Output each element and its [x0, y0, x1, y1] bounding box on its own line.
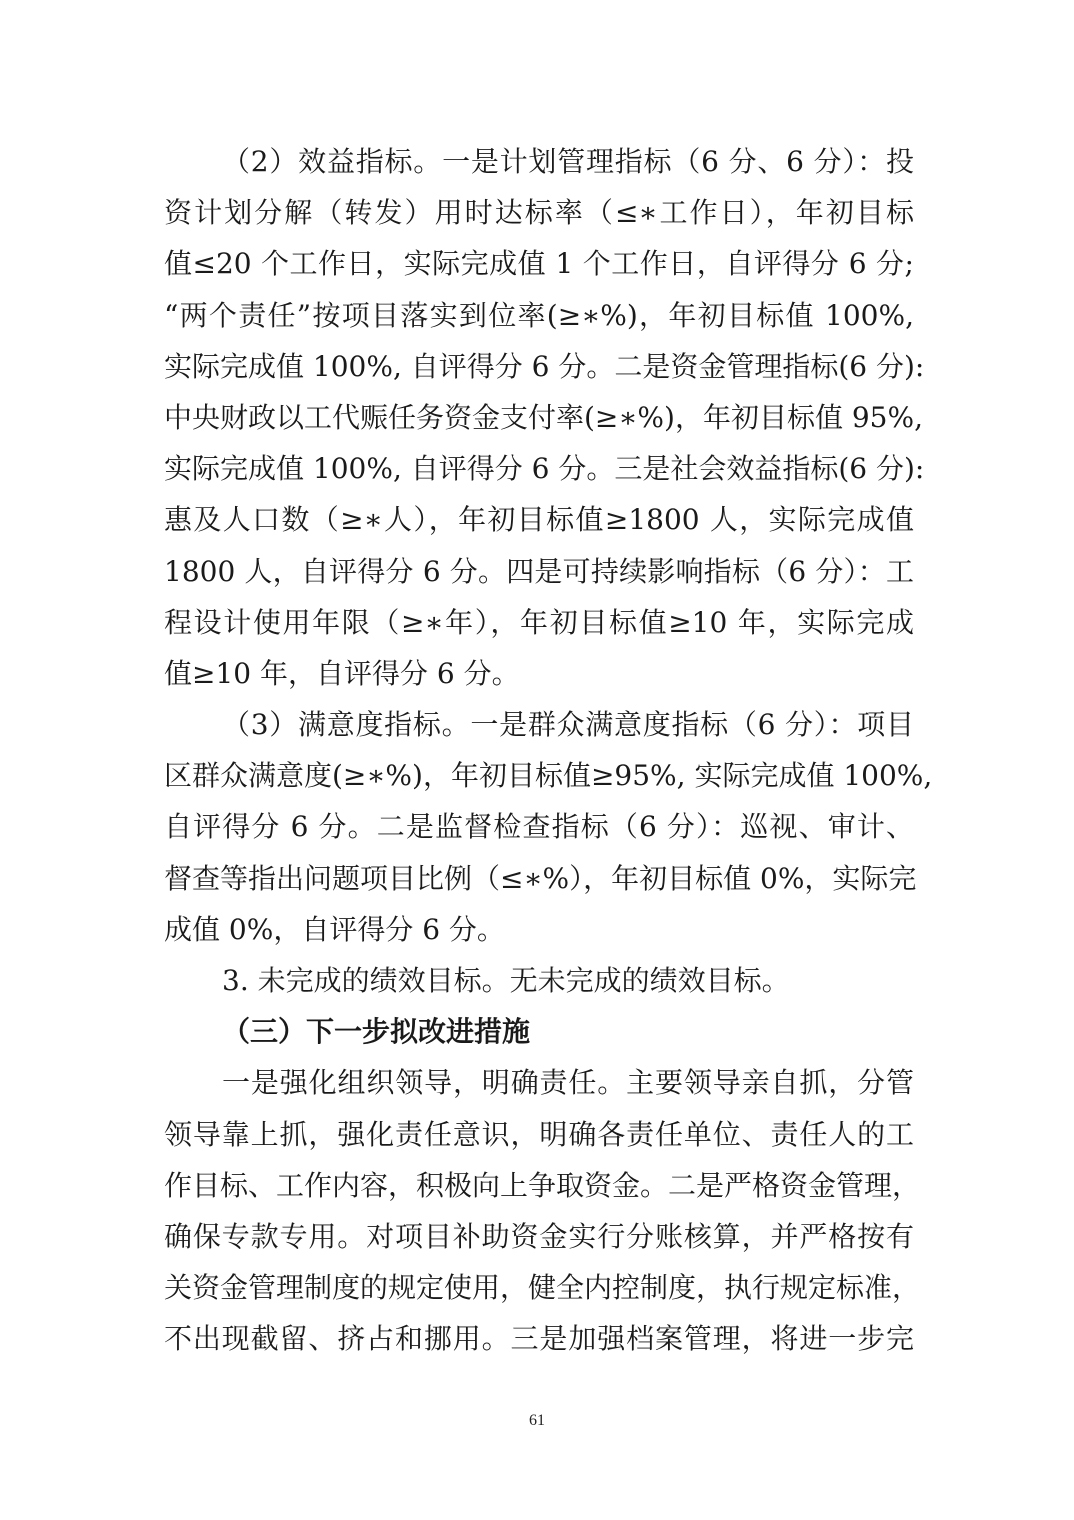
measures-line-5: 关资金管理制度的规定使用，健全内控制度，执行规定标准，	[164, 1271, 921, 1305]
efficiency-line-7: 实际完成值 100%, 自评得分 6 分。三是社会效益指标(6 分):	[164, 452, 925, 486]
measures-line-4: 确保专款专用。对项目补助资金实行分账核算，并严格按有	[164, 1219, 914, 1253]
efficiency-line-11: 值≥10 年，自评得分 6 分。	[164, 656, 520, 690]
efficiency-line-6: 中央财政以工代赈任务资金支付率(≥∗%)，年初目标值 95%,	[164, 400, 923, 434]
body-text	[164, 136, 933, 1365]
satisfaction-line-2: 区群众满意度(≥∗%)，年初目标值≥95%, 实际完成值 100%,	[164, 759, 933, 793]
measures-line-2: 领导靠上抓，强化责任意识，明确各责任单位、责任人的工	[164, 1117, 914, 1151]
page-number: 61	[529, 1412, 545, 1429]
measures-line-6: 不出现截留、挤占和挪用。三是加强档案管理，将进一步完	[164, 1322, 914, 1356]
efficiency-line-5: 实际完成值 100%, 自评得分 6 分。二是资金管理指标(6 分):	[164, 349, 925, 383]
measures-line-1: 一是强化组织领导，明确责任。主要领导亲自抓，分管	[222, 1066, 914, 1100]
satisfaction-line-1: （3）满意度指标。一是群众满意度指标（6 分）：项目	[222, 708, 914, 742]
efficiency-line-3: 值≤20 个工作日，实际完成值 1 个工作日，自评得分 6 分;	[164, 247, 914, 281]
satisfaction-line-3: 自评得分 6 分。二是监督检查指标（6 分）：巡视、审计、	[164, 810, 914, 844]
efficiency-line-9: 1800 人，自评得分 6 分。四是可持续影响指标（6 分）：工	[164, 554, 914, 588]
efficiency-line-8: 惠及人口数（≥∗人），年初目标值≥1800 人，实际完成值	[164, 503, 914, 537]
measures-line-3: 作目标、工作内容，积极向上争取资金。二是严格资金管理，	[164, 1168, 921, 1202]
satisfaction-line-4: 督查等指出问题项目比例（≤∗%），年初目标值 0%，实际完	[164, 861, 917, 895]
efficiency-line-1: （2）效益指标。一是计划管理指标（6 分、6 分）：投	[222, 145, 914, 178]
efficiency-line-2: 资计划分解（转发）用时达标率（≤∗工作日），年初目标	[164, 196, 914, 230]
efficiency-line-10: 程设计使用年限（≥∗年），年初目标值≥10 年，实际完成	[164, 605, 914, 639]
satisfaction-line-5: 成值 0%，自评得分 6 分。	[164, 912, 505, 946]
section-heading: （三）下一步拟改进措施	[222, 1015, 531, 1049]
efficiency-line-4: “两个责任”按项目落实到位率(≥∗%)，年初目标值 100%,	[164, 298, 914, 332]
unfinished-goals-line: 3. 未完成的绩效目标。无未完成的绩效目标。	[222, 964, 790, 997]
